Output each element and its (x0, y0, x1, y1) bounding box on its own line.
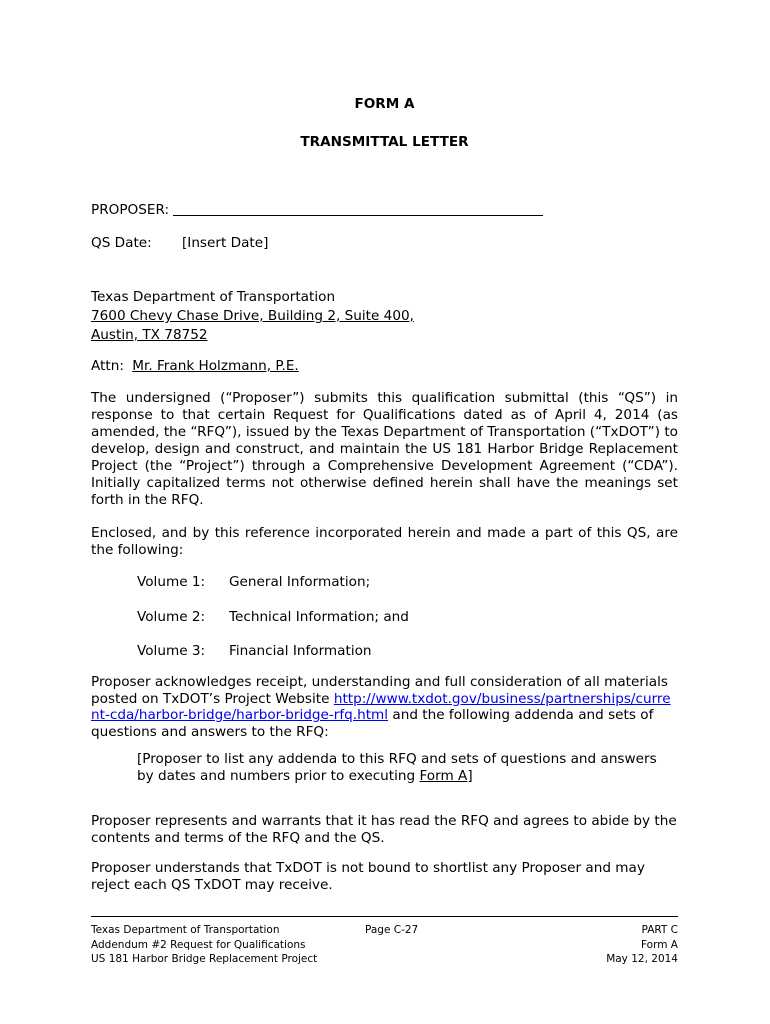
acknowledge-text: Proposer acknowledges receipt, understanding and full consideration of all materials posted on TxDOT’s Project Website (91, 674, 668, 707)
footer-right-line-2: Form A (641, 938, 678, 951)
footer-right-line-3: May 12, 2014 (606, 953, 678, 965)
footer-left (91, 923, 317, 967)
footer-left-line-3: US 181 Harbor Bridge Replacement Project (91, 953, 318, 965)
addenda-instruction-text: [Proposer to list any addenda to this RFQ and sets of questions and answers by dates and numbers prior to executing (137, 751, 657, 784)
volume-3-label: Volume 3: (137, 643, 206, 659)
address-line-2: 7600 Chevy Chase Drive, Building 2, Suite 400, (91, 308, 414, 324)
volume-3-desc: Financial Information (229, 643, 372, 659)
address-line-1: Texas Department of Transportation (91, 289, 336, 305)
footer-page-number: Page C-27 (365, 924, 419, 936)
footer-left-line-2: Addendum #2 Request for Qualifications (91, 938, 306, 951)
attn-label: Attn: (91, 358, 124, 374)
volume-2-desc: Technical Information; and (229, 609, 409, 625)
volume-2-label: Volume 2: (137, 609, 206, 625)
proposer-blank-line (173, 201, 543, 216)
attn-value: Mr. Frank Holzmann, P.E. (132, 358, 299, 374)
form-title: FORM A (354, 96, 415, 112)
project-website-link[interactable]: http://www.txdot.gov/business/partnerships/current-cda/harbor-bridge/harbor-bridge-rfq.html (91, 690, 671, 723)
qs-date-label: QS Date: (91, 235, 152, 251)
qs-date-value: [Insert Date] (182, 235, 269, 251)
letter-title: TRANSMITTAL LETTER (300, 134, 469, 150)
proposer-label: PROPOSER: (91, 202, 170, 218)
footer-right-line-1: PART C (641, 924, 678, 936)
form-a-reference: Form A (419, 768, 468, 784)
address-line-3: Austin, TX 78752 (91, 327, 208, 343)
footer-left-line-1: Texas Department of Transportation (91, 924, 280, 936)
volume-1-desc: General Information; (229, 574, 371, 590)
paragraph-acknowledge (91, 674, 678, 740)
addenda-instruction (137, 751, 657, 785)
paragraph-intro: The undersigned (“Proposer”) submits this qualification submittal (this “QS”) in response to that certain Request for Qualifications dated as of April 4, 2014 (as amended, the “RFQ”), issued by the Texas Department of Transportation (“TxDOT”) to develop, design and construct, and maintain the US 181 Harbor Bridge Replacement Project (the “Project”) through a Comprehensive Development Agreement (“CDA”). Initially capitalized terms not otherwise defined herein shall have the meanings set forth in the RFQ. (91, 390, 678, 508)
page-footer (91, 916, 678, 965)
footer-right (606, 923, 678, 967)
paragraph-enclosed: Enclosed, and by this reference incorporated herein and made a part of this QS, are the following: (91, 525, 678, 558)
address-block (91, 288, 414, 345)
addenda-instruction-close: ] (467, 768, 473, 784)
paragraph-shortlist: Proposer understands that TxDOT is not bound to shortlist any Proposer and may reject each QS TxDOT may receive. (91, 860, 645, 893)
paragraph-represents: Proposer represents and warrants that it has read the RFQ and agrees to abide by the contents and terms of the RFQ and the QS. (91, 813, 677, 846)
volume-1-label: Volume 1: (137, 574, 206, 590)
acknowledge-text-end: and the following addenda and sets of questions and answers to the RFQ: (91, 707, 654, 740)
proposer-row (91, 201, 543, 218)
attn-row (91, 358, 299, 374)
